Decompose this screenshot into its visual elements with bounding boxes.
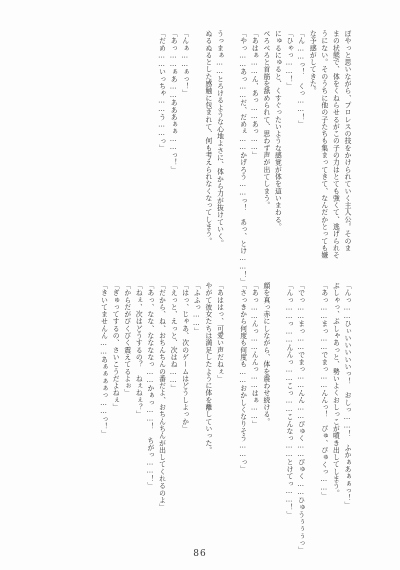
text-column: 「からだがびくびく震えてるよぉ」 (122, 282, 131, 397)
text-column: うっまぁ……とろけるような心地よさに、体から力が抜けていく。 (215, 30, 224, 247)
text-column: 「だから、ね、おちんちんの番だよ、おちんちんが出してくれるのよ」 (157, 282, 166, 511)
text-column: やがて彼女たちは満足したように体を離していった。 (203, 282, 212, 454)
text-column: 「あっ……ぁあ……あああぁぁ……っ！」 (169, 30, 178, 174)
text-block-top (157, 30, 351, 286)
text-column: 「ふふっ……」 (192, 282, 201, 335)
text-column: 「えっと、えっと、次はね……」 (169, 282, 178, 392)
text-column: 「んぁ……ぁっ！」 (180, 30, 189, 97)
text-column: ぬるぬるとした感触に包まれて、何も考えられなくなってしまう。 (203, 30, 212, 245)
text-column: 「でっ……まっ……でまっ……んん……ぴゅく……ぴゅく……ひゅうぅぅぅっ」 (296, 282, 305, 554)
text-column: 「あはぁ……ん、あっ……あっ……」 (250, 30, 259, 159)
text-column: 「やっ……あっ……だ、だめぇ……かげろう……っ！ あっ、とけ……！」 (238, 30, 247, 286)
text-column: 「あははっ、可愛い声だねぇ」 (215, 282, 224, 383)
text-column (273, 282, 280, 514)
text-column: な予感がしてきた。 (308, 30, 317, 95)
page-number: 86 (193, 549, 207, 559)
text-column: 「ん……っ！ くっ……！」 (296, 30, 305, 128)
text-column: ぷしゃっ、ぷしゃあっと、勢いよくおしっこが噴き出してしまう。 (331, 282, 340, 497)
text-column (308, 282, 315, 514)
text-column: うにない。そのうちに他の子たちも集まってきて、なんだかとっても嫌 (319, 30, 328, 259)
text-column: 「ひゃっ……！」 (285, 30, 294, 90)
text-column: まの状態で、体をくねらせるがこの子の力はとても強くて、逃げられそ (331, 30, 340, 259)
text-column: 顔を真っ赤にしながら、体を震わせ続ける。 (261, 282, 270, 425)
text-column: ぼやっと思いながら、プロレスの技をかけられていく主人公。そのま (343, 30, 351, 252)
text-column (227, 30, 234, 262)
text-column: 「あっ……まっ……でまっ……んんっ！ ぴゅ、ぴゅくっ……」 (319, 282, 328, 499)
text-column: 「きいてませんん……あぁぁぁぁっ……っ！」 (99, 282, 108, 437)
text-column (227, 282, 234, 514)
text-column (192, 30, 199, 262)
text-column: にゅるにゅると、くすぐったいような感覚が体を這いまわる。 (273, 30, 282, 231)
text-column: 「さっきから何度も何度も……おかしくなりそう……っ」 (238, 282, 247, 473)
text-column: 「あっ、なな、ななななっ……かぁっ……！ ちがっ……！」 (145, 282, 154, 490)
text-column: 「ぎゅってするの、さいこうだよねぇ」 (111, 282, 120, 411)
text-column: 「んっ……っ……んんっ……こっ……こんなっ……とけてっ……！」 (285, 282, 294, 519)
text-column: 「はっ、じゃあ、次のゲームはどうしよっか」 (180, 282, 189, 433)
text-column: 「あっ……んっ……んんっ……はぁ……」 (250, 282, 259, 428)
text-column: 「んっ……ひぃいいいいいっ！ おしっ……！ ふかぁあぁぁっ！」 (343, 282, 351, 509)
text-column: 「ねぇ、次はどうするの？ ねぇねぇ？」 (134, 282, 143, 418)
text-column: 「だめ……いっちゃ……う……っ」 (157, 30, 166, 152)
text-column: べろべろと首筋を舐められて、思わず声が出てしまう。 (261, 30, 270, 209)
